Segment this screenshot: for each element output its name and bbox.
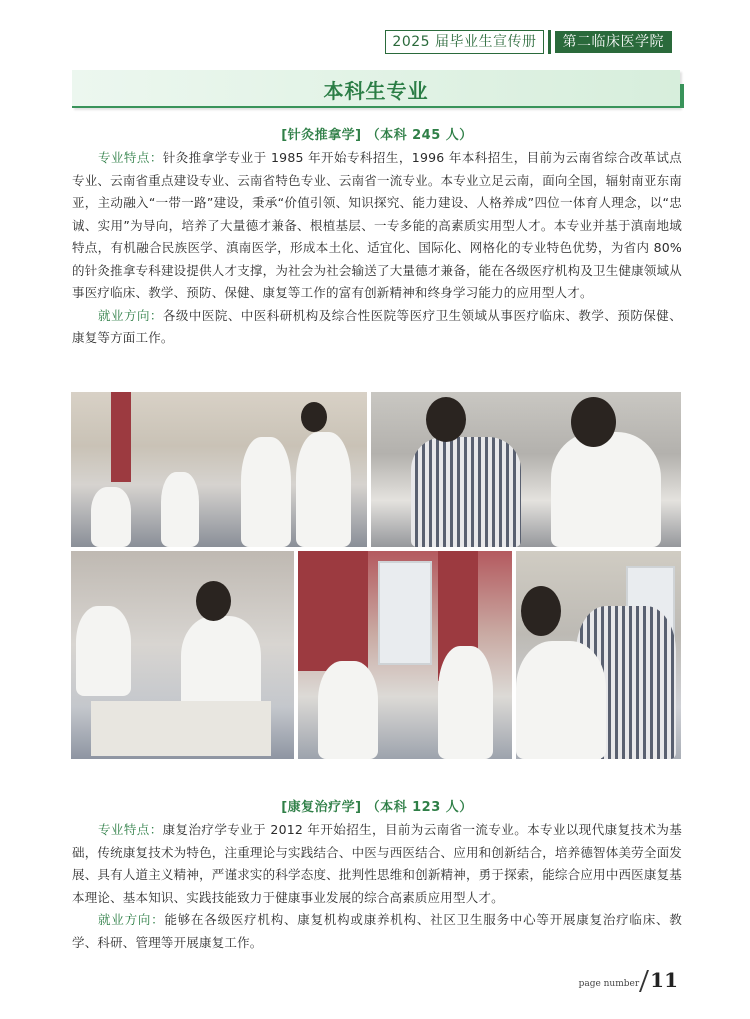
direction-label: 就业方向： <box>98 912 165 927</box>
photo-shoulder-exam <box>516 551 681 759</box>
direction-text: 各级中医院、中医科研机构及综合性医院等医疗卫生领域从事医疗临床、教学、预防保健、康复等方面工作。 <box>72 307 682 345</box>
photo-skeleton-teaching <box>298 551 512 759</box>
photo-massage-practice <box>371 392 681 547</box>
page-number-label: page number <box>578 979 640 989</box>
page-footer <box>579 968 678 992</box>
direction-label: 就业方向： <box>98 307 163 323</box>
direction-text: 能够在各级医疗机构、康复机构或康养机构、社区卫生服务中心等开展康复治疗临床、教学、科研、管理等开展康复工作。 <box>72 912 682 950</box>
page-number-slash <box>639 970 649 992</box>
header-tags <box>385 30 672 54</box>
header-divider <box>548 30 551 54</box>
features-text: 针灸推拿学专业于 1985 年开始专科招生，1996 年本科招生，目前为云南省综合改革试点专业、云南省重点建设专业、云南省特色专业、云南省一流专业。本专业立足云南，面向全国，辐射南亚东南亚，主动融入“一带一路”建设，秉承“价值引领、知识探究、能力建设、人格养成”四位一体育人理念，以“忠诚、实用”为导向，培养了大量德才兼备、根植基层、一专多能的高素质实用型人才。本专业并基于滇南地域特点，有机融合民族医学、滇南医学，形成本土化、适宜化、国际化、网格化的专业特色优势，为省内 80% 的针灸推拿专科建设提供人才支撑，为社会为社会输送了大量德才兼备，能在各级医疗机构及卫生健康领域从事医疗临床、教学、预防、保健、康复等工作的富有创新精神和终身学习能力的应用型人才。 <box>72 150 682 300</box>
major-acupuncture-section <box>72 124 682 350</box>
page-title: 本科生专业 <box>323 79 429 103</box>
title-banner <box>72 70 680 108</box>
major-acupuncture-direction <box>72 305 682 350</box>
features-label: 专业特点： <box>98 150 163 165</box>
brochure-tag: 2025 届毕业生宣传册 <box>385 30 543 54</box>
major-rehabilitation-direction <box>72 909 682 954</box>
banner-edge <box>680 84 684 108</box>
page-number: 11 <box>650 968 678 992</box>
major-acupuncture-title: [针灸推拿学] （本科 245 人） <box>281 128 473 143</box>
major-acupuncture-features <box>72 147 682 305</box>
photo-classroom-demo <box>71 392 367 547</box>
major-rehabilitation-title: [康复治疗学] （本科 123 人） <box>281 800 473 815</box>
major-rehabilitation-features <box>72 819 682 909</box>
features-label: 专业特点： <box>98 822 163 837</box>
college-tag: 第二临床医学院 <box>555 31 673 53</box>
photo-collage <box>71 392 681 759</box>
photo-anatomy-model <box>71 551 294 759</box>
features-text: 康复治疗学专业于 2012 年开始招生，目前为云南省一流专业。本专业以现代康复技术为基础，传统康复技术为特色，注重理论与实践结合、中医与西医结合、应用和创新结合，培养德智体美劳全面发展、具有人道主义精神，严谨求实的科学态度、批判性思维和创新精神，勇于探索，能综合应用中西医康复基本理论、基本知识、实践技能致力于健康事业发展的综合高素质应用型人才。 <box>72 822 682 905</box>
major-rehabilitation-section <box>72 796 682 954</box>
